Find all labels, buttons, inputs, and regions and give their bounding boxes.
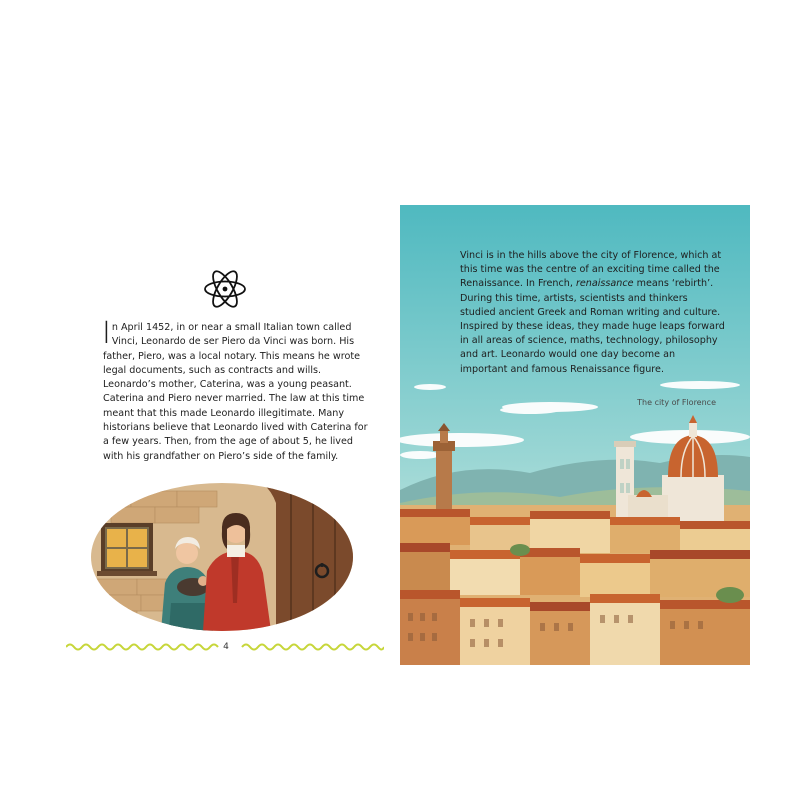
- page-number: 4: [221, 641, 231, 653]
- story-paragraph: [102, 316, 369, 464]
- left-page: [60, 200, 390, 665]
- story-text: n April 1452, in or near a small Italian town called Vinci, Leonardo de ser Piero da Vinci was born. His father, Piero, was a local notary. This means he wrote legal documents, such as contracts and wills. Leonardo’s mother, Caterina, was a young peasant. Caterina and Piero never married. The law at this time meant that this made Leonardo illegitimate. Many historians believe that Leonardo lived with Caterina for a few years. Then, from the age of about 5, he lived with his grandfather on Piero’s side of the family.: [103, 322, 368, 462]
- city-rooftops: [400, 509, 750, 665]
- drop-cap: I: [102, 316, 111, 351]
- image-caption: The city of Florence: [637, 398, 716, 407]
- renaissance-paragraph: [460, 249, 725, 377]
- paragraph-part-1: Vinci is in the hills above the city of Florence, which at this time was the centre of an exciting time called the Renaissance. In French,: [460, 250, 722, 290]
- right-page: [400, 205, 750, 665]
- paragraph-part-2: means ‘rebirth’. During this time, artists, scientists and thinkers studied ancient Greek and Roman writing and culture. Inspired by these ideas, they made huge leaps forward in all areas of science, maths, technology, philosophy and art. Leonardo would one day become an important and famous Renaissance figure.: [460, 278, 725, 375]
- family-illustration: [91, 483, 353, 631]
- italic-word: renaissance: [575, 278, 634, 290]
- atom-icon: [202, 266, 248, 312]
